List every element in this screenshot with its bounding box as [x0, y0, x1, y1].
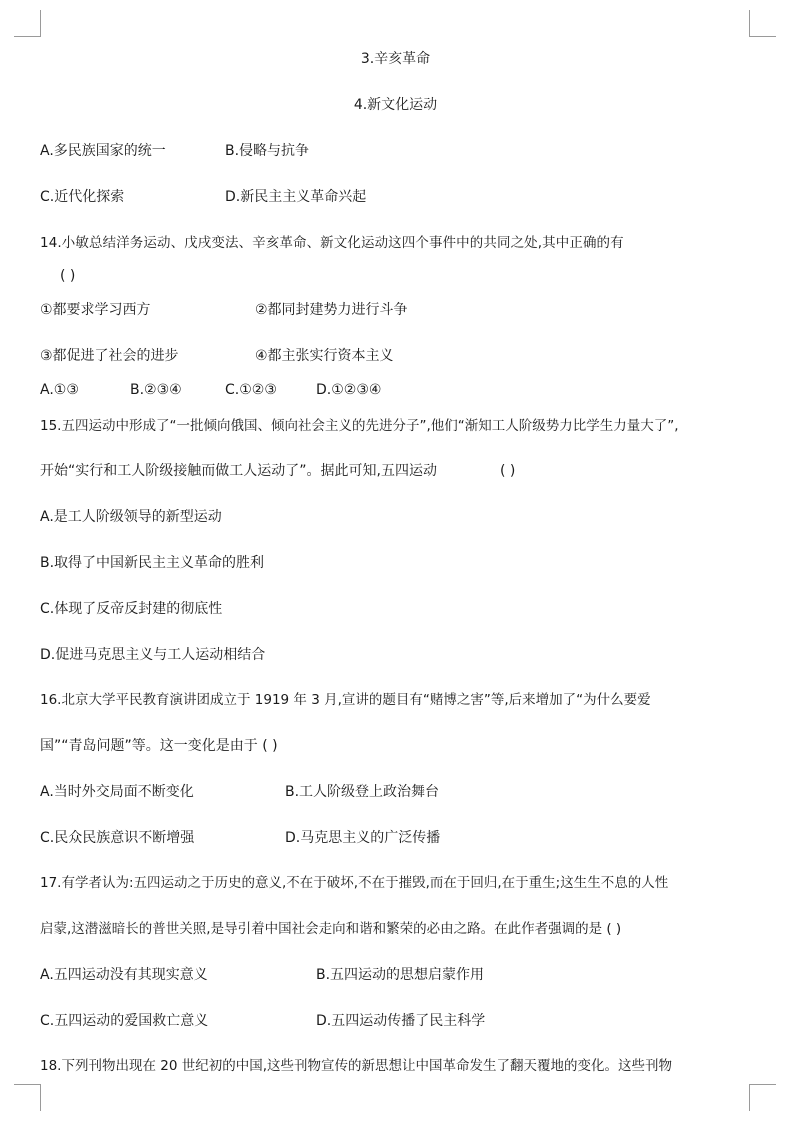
q16-option-d: D.马克思主义的广泛传播 [285, 830, 441, 846]
q14-item-2: ②都同封建势力进行斗争 [255, 302, 408, 318]
q15-answer-paren: ( ) [500, 463, 516, 479]
q15-option-a: A.是工人阶级领导的新型运动 [40, 509, 222, 525]
q15-option-d: D.促进马克思主义与工人运动相结合 [40, 647, 266, 663]
q16-stem-line1: 16.北京大学平民教育演讲团成立于 1919 年 3 月,宣讲的题目有“赌博之害”等,后来增加了“为什么要爱 [40, 692, 651, 708]
q14-option-a: A.①③ [40, 382, 79, 398]
q16-stem-line2: 国”“青岛问题”等。这一变化是由于 ( ) [40, 738, 278, 754]
q17-option-a: A.五四运动没有其现实意义 [40, 967, 208, 983]
crop-mark-bottom-right [749, 1084, 776, 1111]
q14-option-b: B.②③④ [130, 382, 182, 398]
q17-stem-line2: 启蒙,这潜滋暗长的普世关照,是导引着中国社会走向和谐和繁荣的必由之路。在此作者强调的是 ( ) [40, 921, 622, 937]
q18-stem-line1: 18.下列刊物出现在 20 世纪初的中国,这些刊物宣传的新思想让中国革命发生了翻天覆地的变化。这些刊物 [40, 1058, 673, 1074]
q13-option-b: B.侵略与抗争 [225, 143, 310, 159]
q14-item-3: ③都促进了社会的进步 [40, 348, 179, 364]
heading-xinhai-revolution: 3.辛亥革命 [360, 51, 431, 67]
q13-option-c: C.近代化探索 [40, 189, 125, 205]
q14-item-1: ①都要求学习西方 [40, 302, 151, 318]
q14-answer-paren: ( ) [60, 268, 76, 284]
crop-mark-top-right [749, 10, 776, 37]
q17-option-d: D.五四运动传播了民主科学 [316, 1013, 486, 1029]
q16-option-a: A.当时外交局面不断变化 [40, 784, 194, 800]
crop-mark-bottom-left [14, 1084, 41, 1111]
q14-item-4: ④都主张实行资本主义 [255, 348, 394, 364]
heading-new-culture-movement: 4.新文化运动 [353, 97, 438, 113]
crop-mark-top-left [14, 10, 41, 37]
q13-option-a: A.多民族国家的统一 [40, 143, 166, 159]
q16-option-c: C.民众民族意识不断增强 [40, 830, 195, 846]
q16-option-b: B.工人阶级登上政治舞台 [285, 784, 440, 800]
q15-stem-line1: 15.五四运动中形成了“一批倾向俄国、倾向社会主义的先进分子”,他们“渐知工人阶级势力比学生力量大了”, [40, 418, 679, 434]
q14-option-d: D.①②③④ [316, 382, 382, 398]
q15-option-c: C.体现了反帝反封建的彻底性 [40, 601, 223, 617]
q14-option-c: C.①②③ [225, 382, 277, 398]
q15-stem-line2: 开始“实行和工人阶级接触而做工人运动了”。据此可知,五四运动 [40, 463, 437, 479]
q17-stem-line1: 17.有学者认为:五四运动之于历史的意义,不在于破坏,不在于摧毁,而在于回归,在于重生;这生生不息的人性 [40, 875, 669, 891]
q13-option-d: D.新民主主义革命兴起 [225, 189, 367, 205]
q15-option-b: B.取得了中国新民主主义革命的胜利 [40, 555, 265, 571]
q17-option-c: C.五四运动的爱国救亡意义 [40, 1013, 209, 1029]
q17-option-b: B.五四运动的思想启蒙作用 [316, 967, 485, 983]
q14-stem: 14.小敏总结洋务运动、戊戌变法、辛亥革命、新文化运动这四个事件中的共同之处,其中正确的有 [40, 235, 624, 251]
